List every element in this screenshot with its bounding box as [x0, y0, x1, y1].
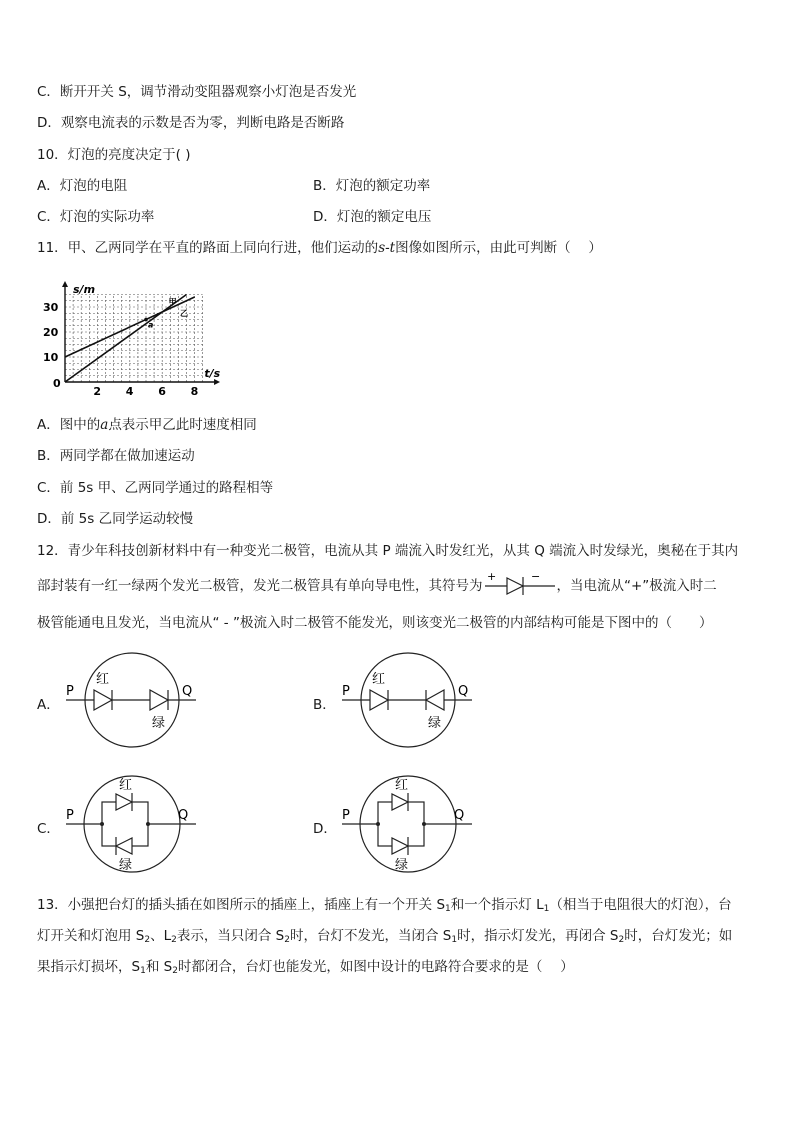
x-tick-label: 6: [158, 385, 166, 398]
red-diode-icon: [116, 794, 132, 810]
terminal-p: P: [66, 808, 74, 823]
sub-2: 2: [618, 935, 625, 945]
q10-option-c: C．灯泡的实际功率: [37, 209, 155, 225]
terminal-q: Q: [178, 808, 189, 823]
terminal-p: P: [66, 684, 74, 699]
green-diode-icon: [116, 838, 132, 854]
red-diode-icon: [392, 794, 408, 810]
q13-l2-a: 灯开关和灯泡用 S: [37, 928, 145, 944]
q13-l3-b: 和 S: [145, 959, 173, 975]
origin-label: 0: [53, 377, 61, 390]
green-diode-icon: [150, 690, 168, 710]
y-axis-arrow-icon: [62, 281, 68, 287]
x-tick-label: 2: [93, 385, 102, 398]
q13-l2-e: 时，指示灯发光，再闭合 S: [457, 928, 619, 944]
q10-option-a: A．灯泡的电阻: [37, 178, 128, 194]
option-c-prev: C．断开开关 S，调节滑动变阻器观察小灯泡是否发光: [37, 84, 357, 100]
sub-2: 2: [284, 935, 290, 945]
y-tick-label: 10: [43, 351, 59, 364]
q13-l1-b: 和一个指示灯 L: [450, 897, 544, 913]
terminal-q: Q: [458, 684, 469, 699]
y-tick-label: 20: [43, 326, 59, 339]
question-11: [37, 239, 602, 257]
x-tick-label: 4: [125, 385, 134, 398]
sub-1: 1: [140, 966, 146, 976]
red-diode-icon: [370, 690, 388, 710]
q13-l3-c: 时都闭合，台灯也能发光，如图中设计的电路符合要求的是（ ）: [177, 959, 574, 975]
y-axis-label: s/m: [73, 283, 96, 296]
red-label: 红: [119, 778, 133, 793]
option-d-prev: D．观察电流表的示数是否为零，判断电路是否断路: [37, 115, 345, 131]
diode-symbol: [483, 570, 557, 595]
green-label: 绿: [152, 716, 166, 731]
green-diode-icon: [392, 838, 408, 854]
sub-2: 2: [144, 935, 151, 945]
series-label: 乙: [180, 308, 189, 318]
question-12-line2: [37, 570, 717, 595]
q11a-point: a: [100, 417, 109, 433]
question-13-line2: [37, 927, 732, 949]
circuit-b: [338, 650, 478, 750]
option-d-label: D．: [313, 821, 337, 837]
series-line: [65, 295, 187, 383]
q13-l3-a: 果指示灯损坏，S: [37, 959, 141, 975]
question-12-line1: 12．青少年科技创新材料中有一种变光二极管，电流从其 P 端流入时发红光，从其 Q 端流入时发绿光，奥秘在于其内: [37, 543, 739, 559]
q11-st: s-t: [378, 240, 396, 256]
series-label: 甲: [168, 297, 177, 307]
q11a-post: 点表示甲乙此时速度相同: [108, 417, 257, 433]
q10-option-d: D．灯泡的额定电压: [313, 209, 432, 225]
green-label: 绿: [428, 716, 442, 731]
q13-l2-c: 表示，当只闭合 S: [176, 928, 285, 944]
terminal-p: P: [342, 684, 350, 699]
question-13-line1: [37, 896, 732, 918]
terminal-q: Q: [454, 808, 465, 823]
circuit-d: [338, 772, 478, 876]
q13-l1-c: （相当于电阻很大的灯泡），台: [549, 897, 732, 913]
x-tick-label: 8: [190, 385, 199, 398]
q13-l1-a: 13．小强把台灯的插头插在如图所示的插座上，插座上有一个开关 S: [37, 897, 446, 913]
red-label: 红: [96, 672, 110, 687]
q11-text-pre: 11．甲、乙两同学在平直的路面上同向行进，他们运动的: [37, 240, 379, 256]
circuit-c: [62, 772, 202, 876]
q12-line2-pre: 部封装有一红一绿两个发光二极管，发光二极管具有单向导电性，其符号为: [37, 578, 483, 594]
diode-symbol-icon: [483, 571, 557, 597]
red-label: 红: [372, 672, 386, 687]
point-a-label: a: [148, 320, 154, 330]
option-b-label: B．: [313, 697, 336, 713]
q11a-pre: A．图中的: [37, 417, 101, 433]
option-a-label: A．: [37, 697, 60, 713]
terminal-q: Q: [182, 684, 193, 699]
green-label: 绿: [119, 858, 133, 873]
q10-option-b: B．灯泡的额定功率: [313, 178, 431, 194]
x-axis-label: t/s: [204, 367, 221, 380]
question-13-line3: [37, 958, 574, 980]
red-label: 红: [395, 778, 409, 793]
question-10: 10．灯泡的亮度决定于( ): [37, 147, 191, 163]
q11-option-c: C．前 5s 甲、乙两同学通过的路程相等: [37, 480, 274, 496]
q11-text-post: 图像如图所示，由此可判断（ ）: [395, 240, 602, 256]
green-diode-icon: [426, 690, 444, 710]
q12-line2-post: ，当电流从“+”极流入时二: [556, 578, 717, 594]
sub-1: 1: [543, 904, 550, 914]
y-tick-label: 30: [43, 301, 59, 314]
q13-l2-f: 时，台灯发光；如: [624, 928, 733, 944]
q13-l2-d: 时，台灯不发光，当闭合 S: [289, 928, 452, 944]
plus-sign: +: [486, 570, 496, 583]
terminal-p: P: [342, 808, 350, 823]
q11-option-d: D．前 5s 乙同学运动较慢: [37, 511, 194, 527]
option-c-label: C．: [37, 821, 60, 837]
q11-option-a: [37, 416, 257, 434]
q13-l2-b: 、L: [150, 928, 172, 944]
sub-1: 1: [445, 904, 451, 914]
red-diode-icon: [94, 690, 112, 710]
question-12-line3: 极管能通电且发光，当电流从“ - ”极流入时二极管不能发光，则该变光二极管的内部结构可能是下图中的（ ）: [37, 615, 713, 631]
sub-1: 1: [451, 935, 458, 945]
st-chart: [38, 268, 221, 400]
circuit-a: [62, 650, 202, 750]
sub-2: 2: [171, 935, 177, 945]
green-label: 绿: [395, 858, 409, 873]
minus-sign: −: [530, 570, 540, 583]
q11-option-b: B．两同学都在做加速运动: [37, 448, 195, 464]
sub-2: 2: [172, 966, 178, 976]
